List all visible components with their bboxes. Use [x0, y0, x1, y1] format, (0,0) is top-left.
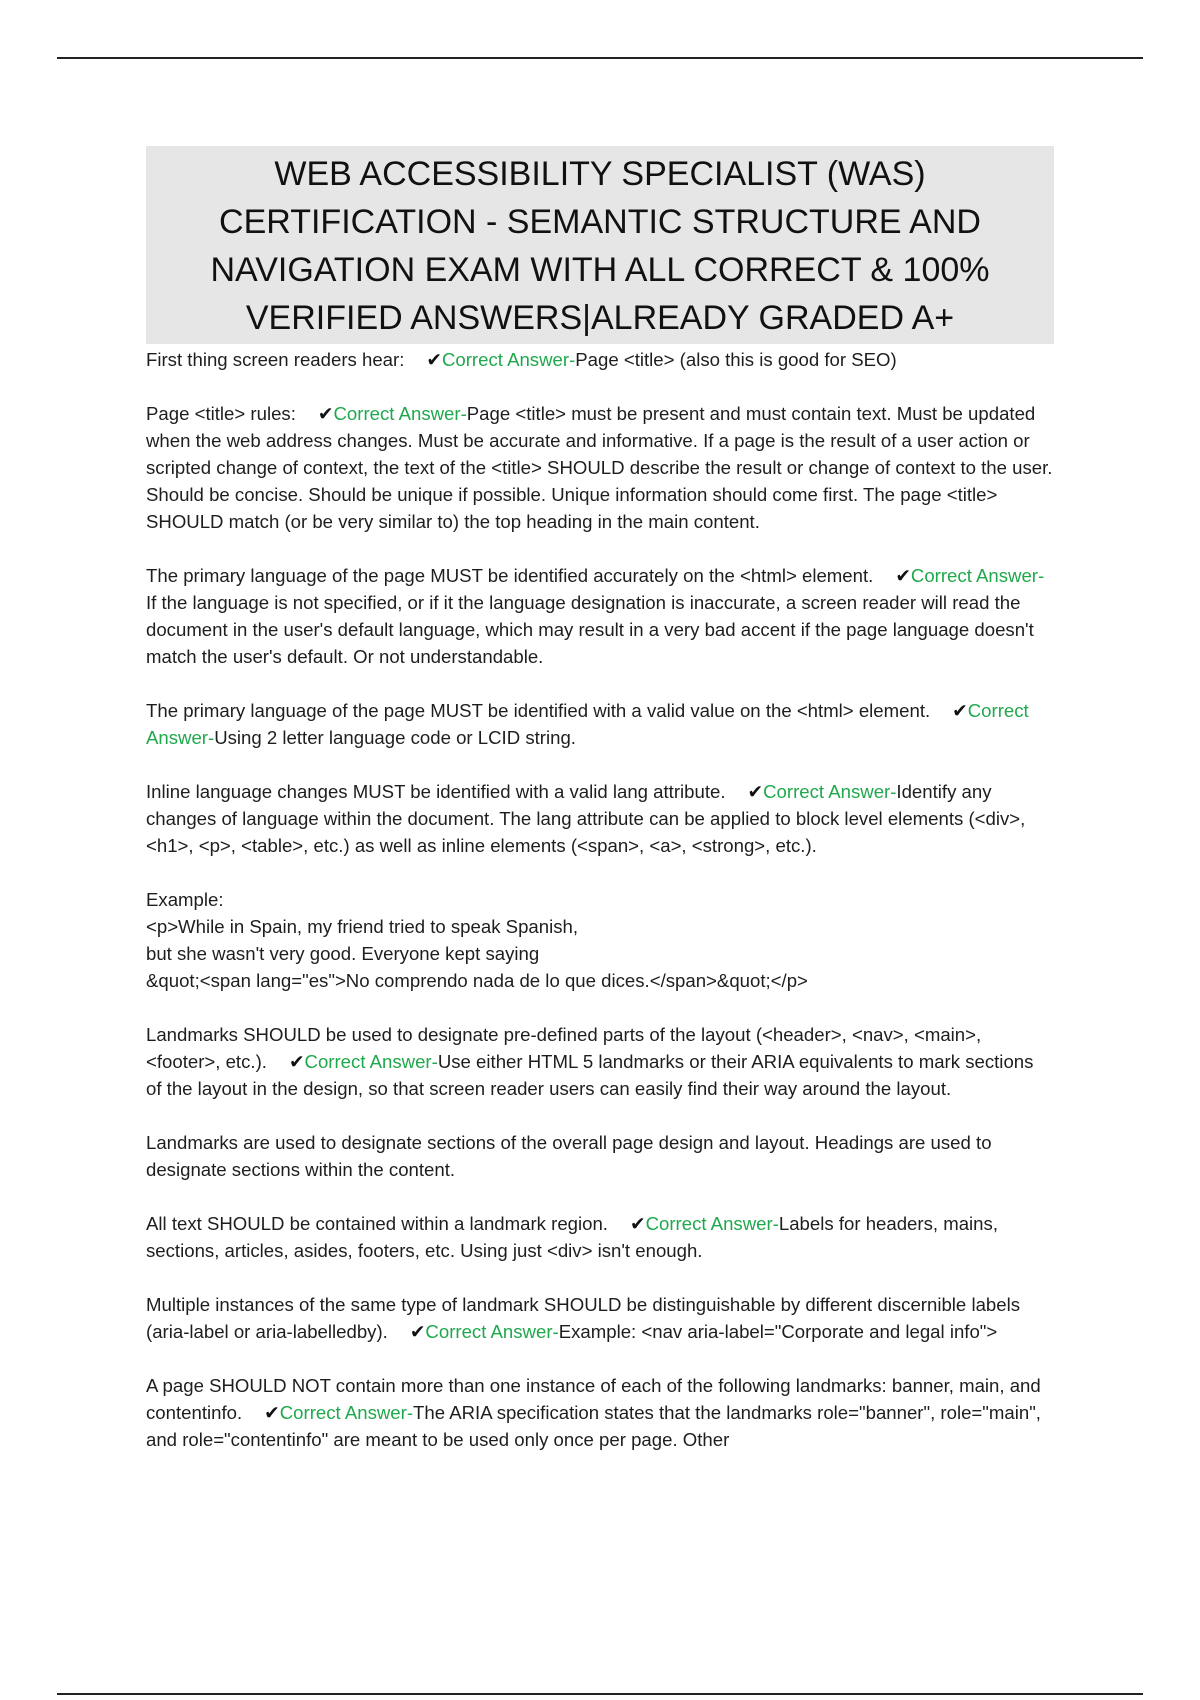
question-text: First thing screen readers hear:: [146, 349, 405, 370]
checkmark-icon: ✔: [629, 1213, 646, 1234]
question-text: Inline language changes MUST be identified with a valid lang attribute.: [146, 781, 726, 802]
qa-item: [146, 1291, 1054, 1345]
example-label: Example:: [146, 889, 224, 910]
question-text: The primary language of the page MUST be identified accurately on the <html> element.: [146, 565, 874, 586]
answer-text: Use either HTML 5 landmarks or their ARIA equivalents to mark sections of the layout in the design, so that screen reader users can easily find their way around the layout.: [146, 1051, 1034, 1099]
checkmark-icon: ✔: [288, 1051, 305, 1072]
qa-item: [146, 400, 1054, 535]
checkmark-icon: ✔: [952, 700, 968, 721]
checkmark-icon: ✔: [895, 565, 911, 586]
qa-item: [146, 346, 1054, 373]
answer-text: If the language is not specified, or if it the language designation is inaccurate, a screen reader will read the document in the user's default language, which may result in a very bad accent if the page language doesn't match the user's default. Or not understandable.: [146, 592, 1034, 667]
correct-answer-label: Correct Answer-: [763, 781, 897, 802]
answer-text: Example: <nav aria-label="Corporate and legal info">: [558, 1321, 998, 1342]
qa-item: [146, 697, 1054, 751]
question-text: Page <title> rules:: [146, 403, 296, 424]
bottom-divider: [57, 1693, 1143, 1695]
answer-text: The ARIA specification states that the landmarks role="banner", role="main", and role="contentinfo" are meant to be used only once per page. Other: [146, 1402, 1041, 1450]
qa-item: [146, 562, 1054, 670]
answer-text: Page <title> must be present and must contain text. Must be updated when the web address changes. Must be accurate and informative. If a page is the result of a user action or scripted change of context, the text of the <title> SHOULD describe the result or change of context to the user. Should be concise. Should be unique if possible. Unique information should come first. The page <title> SHOULD match (or be very similar to) the top heading in the main content.: [146, 403, 1053, 532]
question-text: Multiple instances of the same type of landmark SHOULD be distinguishable by different discernible labels (aria-label or aria-labelledby).: [146, 1294, 1021, 1342]
code-example: [146, 886, 1054, 994]
question-text: The primary language of the page MUST be identified with a valid value on the <html> element.: [146, 700, 931, 721]
answer-text: Using 2 letter language code or LCID string.: [214, 727, 576, 748]
correct-answer-label: Correct Answer-: [304, 1051, 438, 1072]
checkmark-icon: ✔: [317, 403, 334, 424]
correct-answer-label: Correct Answer-: [146, 700, 1029, 748]
qa-item: [146, 1210, 1054, 1264]
correct-answer-label: Correct Answer-: [425, 1321, 559, 1342]
question-text: A page SHOULD NOT contain more than one instance of each of the following landmarks: banner, main, and contentinfo.: [146, 1375, 1041, 1423]
correct-answer-label: Correct Answer-: [279, 1402, 414, 1423]
correct-answer-label: Correct Answer-: [645, 1213, 779, 1234]
answer-text: Labels for headers, mains, sections, articles, asides, footers, etc. Using just <div> isn't enough.: [146, 1213, 998, 1261]
correct-answer-label: Correct Answer-: [333, 403, 467, 424]
question-text: All text SHOULD be contained within a landmark region.: [146, 1213, 608, 1234]
top-divider: [57, 57, 1143, 59]
answer-text: Page <title> (also this is good for SEO): [575, 349, 897, 370]
qa-item: [146, 1021, 1054, 1102]
note-paragraph: Landmarks are used to designate sections of the overall page design and layout. Headings are used to designate sections within the content.: [146, 1132, 992, 1180]
checkmark-icon: ✔: [426, 349, 442, 370]
checkmark-icon: ✔: [409, 1321, 426, 1342]
checkmark-icon: ✔: [747, 781, 764, 802]
checkmark-icon: ✔: [264, 1402, 280, 1423]
correct-answer-label: Correct Answer-: [441, 349, 576, 370]
answer-text: Identify any changes of language within the document. The lang attribute can be applied to block level elements (<div>, <h1>, <p>, <table>, etc.) as well as inline elements (<span>, <a>, <strong>, etc.).: [146, 781, 1026, 856]
example-line: but she wasn't very good. Everyone kept saying: [146, 943, 540, 964]
document-title: WEB ACCESSIBILITY SPECIALIST (WAS) CERTIFICATION - SEMANTIC STRUCTURE AND NAVIGATION EXAM WITH ALL CORRECT & 100% VERIFIED ANSWERS|ALREADY GRADED A+: [146, 146, 1054, 344]
correct-answer-label: Correct Answer-: [910, 565, 1045, 586]
example-line: &quot;<span lang="es">No comprendo nada de lo que dices.</span>&quot;</p>: [146, 970, 808, 991]
question-text: Landmarks SHOULD be used to designate pre-defined parts of the layout (<header>, <nav>, <main>, <footer>, etc.).: [146, 1024, 982, 1072]
qa-item: [146, 1372, 1054, 1453]
document-body: [146, 146, 1054, 1480]
qa-item: [146, 778, 1054, 859]
example-line: <p>While in Spain, my friend tried to speak Spanish,: [146, 916, 579, 937]
